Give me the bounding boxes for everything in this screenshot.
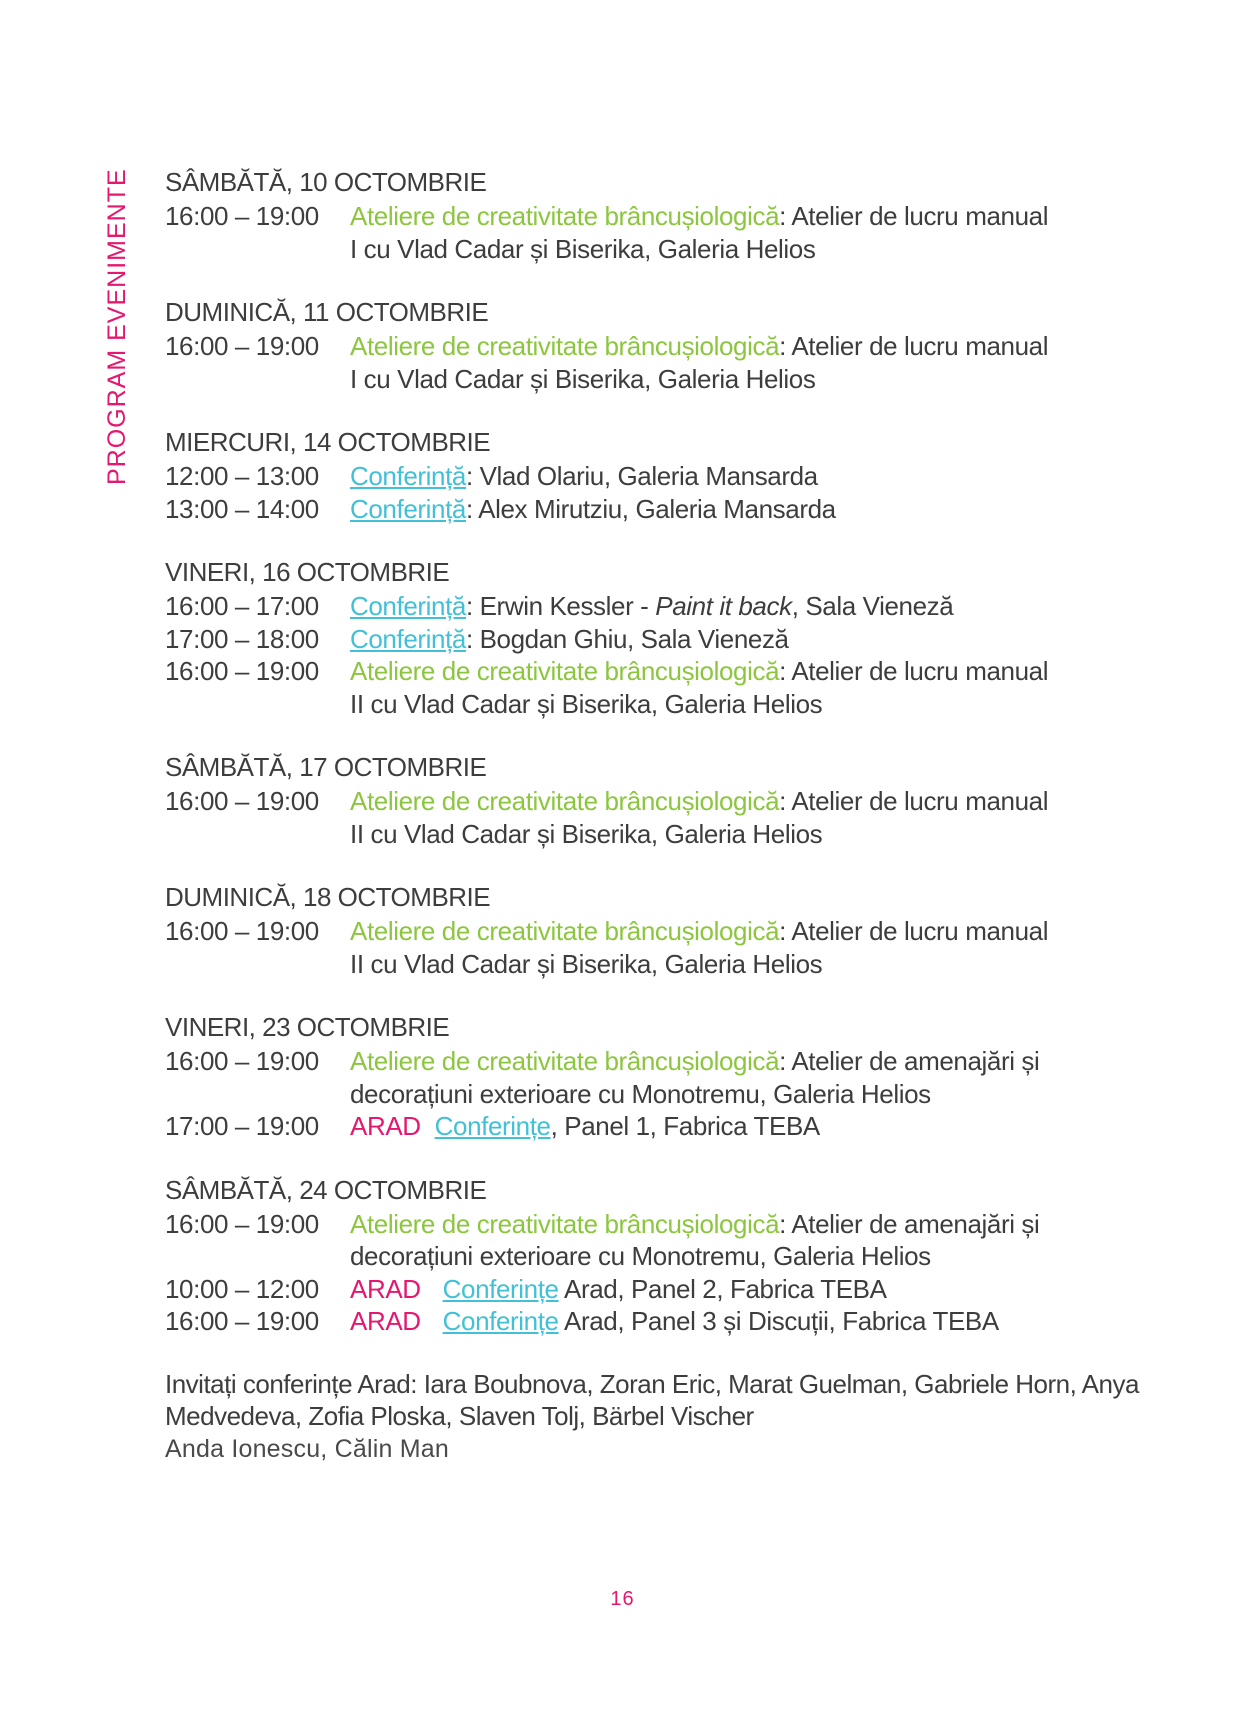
event-time: 13:00 – 14:00 [165, 493, 319, 524]
event-details: , Panel 1, Fabrica TEBA [550, 1111, 820, 1141]
day-title: DUMINICĂ, 18 OCTOMBRIE [165, 882, 491, 912]
event-category: Ateliere de creativitate brâncușiologică [350, 1208, 780, 1239]
event-row [165, 1208, 1165, 1273]
program-content [165, 165, 1165, 1465]
event-time: 16:00 – 19:00 [165, 331, 319, 361]
event-details: : Vlad Olariu, Galeria Mansarda [465, 461, 818, 491]
day-block [165, 165, 1165, 265]
event-category: Ateliere de creativitate brâncușiologică [350, 916, 780, 946]
event-time: 10:00 – 12:00 [165, 1273, 319, 1304]
event-description [350, 200, 1050, 265]
event-category: Conferință [350, 623, 466, 654]
event-description [350, 590, 1050, 623]
event-description [350, 1208, 1050, 1273]
day-title: SÂMBĂTĂ, 10 OCTOMBRIE [165, 167, 487, 197]
event-details: : Atelier de lucru manual II cu Vlad Cadar și Biserika, Galeria Helios [350, 656, 1049, 719]
event-details: : Atelier de amenajări și decorațiuni exterioare cu Monotremu, Galeria Helios [350, 1208, 1040, 1271]
day-title: SÂMBĂTĂ, 17 OCTOMBRIE [165, 752, 487, 782]
event-row [165, 1305, 1165, 1338]
event-row [165, 915, 1165, 980]
event-category: Conferințe [442, 1306, 559, 1336]
event-description [350, 655, 1050, 720]
day-title: DUMINICĂ, 11 OCTOMBRIE [165, 297, 489, 327]
event-details: : Alex Mirutziu, Galeria Mansarda [465, 493, 836, 524]
event-category: Conferință [350, 493, 466, 524]
day-block [165, 1173, 1165, 1338]
event-row [165, 493, 1165, 526]
event-time: 17:00 – 18:00 [165, 623, 319, 654]
page-number: 16 [610, 1588, 635, 1610]
day-block [165, 1010, 1165, 1143]
event-category: Conferințe [442, 1273, 559, 1304]
event-row [165, 623, 1165, 656]
event-category: Ateliere de creativitate brâncușiologică [350, 786, 780, 816]
event-description [350, 785, 1050, 850]
event-description [350, 1110, 1050, 1143]
event-time: 12:00 – 13:00 [165, 461, 319, 491]
event-description [350, 623, 1050, 656]
event-description [350, 1273, 1050, 1306]
event-row [165, 590, 1165, 623]
guests-label: Invitați conferințe Arad: [165, 1368, 417, 1399]
event-time: 16:00 – 17:00 [165, 591, 319, 621]
event-description [350, 915, 1050, 980]
section-side-label: PROGRAM EVENIMENTE [103, 168, 131, 485]
event-details: Arad, Panel 3 și Discuții, Fabrica TEBA [558, 1306, 999, 1336]
event-category: Ateliere de creativitate brâncușiologică [350, 1046, 780, 1076]
event-details: Arad, Panel 2, Fabrica TEBA [558, 1273, 887, 1304]
event-row [165, 330, 1165, 395]
event-time: 16:00 – 19:00 [165, 201, 319, 231]
event-details: : Atelier de lucru manual II cu Vlad Cadar și Biserika, Galeria Helios [350, 786, 1049, 849]
event-time: 16:00 – 19:00 [165, 916, 319, 946]
event-category: Conferință [350, 591, 466, 621]
event-title-italic: Paint it back [655, 591, 792, 621]
day-block [165, 750, 1165, 850]
day-block [165, 425, 1165, 525]
event-details: : Bogdan Ghiu, Sala Vieneză [465, 623, 789, 654]
guests-names: Iara Boubnova, Zoran Eric, Marat Guelman, Gabriele Horn, Anya Medvedeva, Zofia Ploska, Slaven Tolj, Bärbel Vischer [165, 1368, 1139, 1431]
event-time: 16:00 – 19:00 [165, 1208, 319, 1239]
event-description [350, 460, 1050, 493]
day-title: MIERCURI, 14 OCTOMBRIE [165, 427, 491, 457]
event-city: ARAD [350, 1273, 421, 1304]
day-block [165, 295, 1165, 395]
day-title: VINERI, 16 OCTOMBRIE [165, 557, 450, 587]
event-time: 16:00 – 19:00 [165, 1046, 319, 1076]
event-description [350, 493, 1050, 526]
event-details: : Erwin Kessler - [465, 591, 656, 621]
day-title: SÂMBĂTĂ, 24 OCTOMBRIE [165, 1174, 487, 1205]
event-category: Conferință [350, 461, 466, 491]
event-time: 16:00 – 19:00 [165, 786, 319, 816]
event-details: : Atelier de lucru manual I cu Vlad Cadar și Biserika, Galeria Helios [350, 331, 1049, 394]
event-row [165, 785, 1165, 850]
event-row [165, 200, 1165, 265]
event-time: 17:00 – 19:00 [165, 1111, 319, 1141]
event-row [165, 655, 1165, 720]
guests-extra: Anda Ionescu, Călin Man [165, 1434, 449, 1463]
event-description [350, 1305, 1050, 1338]
day-title: VINERI, 23 OCTOMBRIE [165, 1012, 450, 1042]
event-category: Ateliere de creativitate brâncușiologică [350, 201, 780, 231]
guests-paragraph [165, 1368, 1165, 1433]
day-block [165, 555, 1165, 720]
event-description [350, 1045, 1050, 1110]
event-row [165, 1110, 1165, 1143]
event-city: ARAD [350, 1111, 421, 1141]
event-details: : Atelier de amenajări și decorațiuni exterioare cu Monotremu, Galeria Helios [350, 1046, 1040, 1109]
event-row [165, 1273, 1165, 1306]
event-row [165, 1045, 1165, 1110]
event-details: : Atelier de lucru manual I cu Vlad Cadar și Biserika, Galeria Helios [350, 201, 1049, 264]
event-time: 16:00 – 19:00 [165, 1306, 319, 1336]
event-row [165, 460, 1165, 493]
day-block [165, 880, 1165, 980]
event-category: Ateliere de creativitate brâncușiologică [350, 331, 780, 361]
event-details: , Sala Vieneză [791, 591, 954, 621]
event-time: 16:00 – 19:00 [165, 656, 319, 686]
event-details: : Atelier de lucru manual II cu Vlad Cadar și Biserika, Galeria Helios [350, 916, 1049, 979]
event-description [350, 330, 1050, 395]
event-category: Conferințe [434, 1111, 551, 1141]
event-category: Ateliere de creativitate brâncușiologică [350, 656, 780, 686]
event-city: ARAD [350, 1306, 421, 1336]
